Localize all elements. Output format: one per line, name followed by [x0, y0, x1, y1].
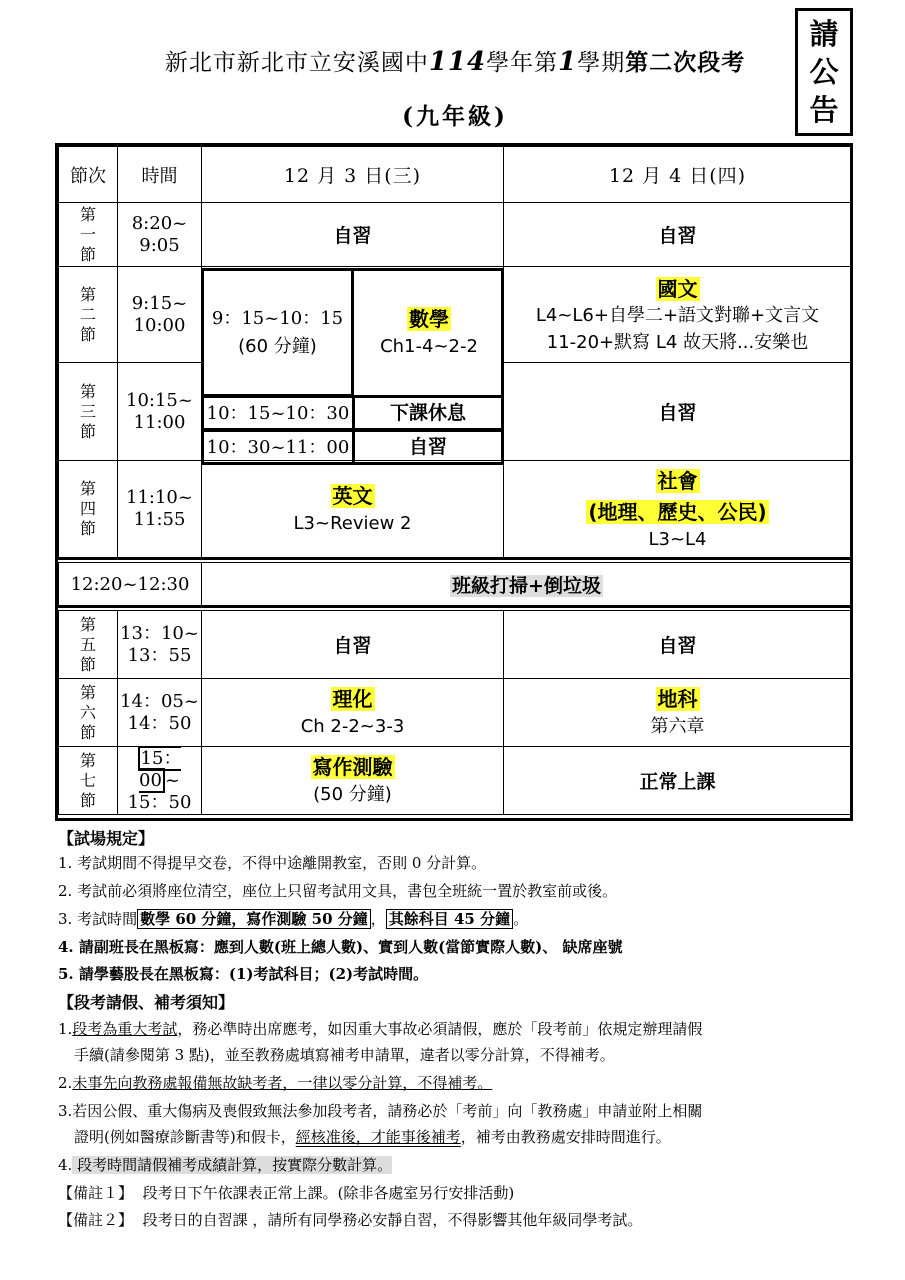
leave-2-underlined: 未事先向教務處報備無故缺考者，一律以零分計算，不得補考。 — [72, 1074, 493, 1092]
period-7-day1 — [202, 747, 504, 815]
row-period-6 — [59, 679, 852, 747]
title-year: 114 — [428, 47, 487, 77]
earth-science-subject: 地科 — [657, 687, 698, 711]
period-3-label: 第 三 節 — [59, 363, 118, 461]
english-range: L3~Review 2 — [293, 512, 412, 534]
math-time: 9：15~10：15 — [211, 307, 344, 329]
rule-1: 1. 考試期間不得提早交卷，不得中途離開教室，否則 0 分計算。 — [58, 854, 487, 872]
study-time: 10：30~11：00 — [206, 437, 350, 458]
cleaning-row — [59, 563, 852, 607]
notice-char-2: 公 — [809, 55, 839, 89]
physics-subject: 理化 — [332, 687, 373, 711]
social-range: L3~L4 — [648, 529, 707, 550]
chinese-subject: 國文 — [657, 277, 698, 301]
period-1-day1: 自習 — [202, 203, 504, 267]
leave-1: 1.段考為重大考試，務必準時出席應考，如因重大事故必須請假，應於「段考前」依規定辦理請假 — [58, 1020, 703, 1038]
study-label: 自習 — [408, 436, 447, 458]
rules-heading-2: 【段考請假、補考須知】 — [58, 993, 235, 1012]
math-range: Ch1-4~2-2 — [380, 336, 478, 357]
leave-4-highlight: 段考時間請假補考成績計算，按實際分數計算。 — [72, 1156, 393, 1174]
note-2: 【備註２】 段考日的自習課 ，請所有同學務必安靜自習，不得影響其他年級同學考試。 — [58, 1211, 643, 1229]
row-period-5 — [59, 611, 852, 679]
period-5-label: 第 五 節 — [59, 611, 118, 679]
writing-subject: 寫作測驗 — [312, 755, 393, 779]
row-period-1 — [59, 203, 852, 267]
cleaning-cell — [202, 563, 852, 607]
leave-3: 3.若因公假、重大傷病及喪假致無法參加段考者，請務必於「考前」向「教務處」申請並附上相關 — [58, 1102, 703, 1120]
period-2-label: 第 二 節 — [59, 267, 118, 363]
row-period-7 — [59, 747, 852, 815]
period-1-label: 第 一 節 — [59, 203, 118, 267]
title-exam: 第二次段考 — [625, 49, 746, 76]
rule-2: 2. 考試前必須將座位清空，座位上只留考試用文具，書包全班統一置於教室前或後。 — [58, 882, 618, 900]
cleaning-table — [58, 562, 852, 607]
period-4-label: 第 四 節 — [59, 461, 118, 558]
cleaning-time: 12:20~12:30 — [59, 563, 202, 607]
period-4-time: 11:10~ 11:55 — [118, 461, 202, 558]
header-period: 節次 — [59, 147, 118, 203]
period-5-day1: 自習 — [202, 611, 504, 679]
title-mid: 學年第 — [486, 50, 559, 76]
cleaning-label: 班級打掃+倒垃圾 — [452, 575, 601, 597]
period-1-day2: 自習 — [504, 203, 852, 267]
schedule-table-afternoon — [58, 610, 852, 815]
note-1: 【備註１】 段考日下午依課表正常上課。(除非各處室另行安排活動) — [58, 1184, 515, 1202]
notice-label — [795, 8, 853, 136]
period-1-time: 8:20~ 9:05 — [118, 203, 202, 267]
page-subtitle: (九年級) — [402, 103, 508, 130]
leave-1-underlined: 段考為重大考試 — [72, 1020, 178, 1038]
period-3-time: 10:15~ 11:00 — [118, 363, 202, 461]
period-7-label: 第 七 節 — [59, 747, 118, 815]
math-time-box — [201, 268, 354, 397]
leave-3-cont: 證明(例如醫療診斷書等)和假卡，經核准後，才能事後補考，補考由教務處安排時間進行。 — [74, 1128, 671, 1146]
period-5-time: 13：10~ 13：55 — [118, 611, 202, 679]
math-duration: (60 分鐘) — [238, 335, 317, 357]
math-subject-cell — [354, 268, 504, 397]
period-7-time-boxed: 15：00 — [139, 747, 182, 791]
period-6-time: 14：05~ 14：50 — [118, 679, 202, 747]
separator-1 — [55, 557, 853, 560]
rule-5: 5. 請學藝股長在黑板寫：(1)考試科目；(2)考試時間。 — [58, 965, 429, 983]
page-title — [110, 44, 800, 77]
period-2-time: 9:15~ 10:00 — [118, 267, 202, 363]
rules-heading-1: 【試場規定】 — [58, 829, 155, 848]
notice-char-3: 告 — [809, 93, 839, 127]
header-day2: 12 月 4 日(四) — [504, 147, 852, 203]
title-suffix: 學期 — [577, 50, 626, 76]
period-4-day2 — [504, 461, 852, 558]
leave-4: 4. 段考時間請假補考成績計算，按實際分數計算。 — [58, 1156, 393, 1174]
english-subject: 英文 — [332, 483, 373, 508]
period-7-day2: 正常上課 — [504, 747, 852, 815]
notice-char-1: 請 — [809, 17, 839, 51]
math-subject: 數學 — [409, 307, 449, 331]
rule-3: 3. 考試時間 數學 60 分鐘，寫作測驗 50 分鐘 ， 其餘科目 45 分鐘 。 — [58, 910, 529, 928]
row-period-4 — [59, 461, 852, 558]
title-term: 1 — [558, 47, 578, 77]
title-prefix: 新北市新北市立安溪國中 — [164, 50, 429, 76]
leave-1-cont: 手續(請參閱第 3 點)，並至教務處填寫補考申請單，違者以零分計算，不得補考。 — [74, 1046, 615, 1064]
social-subject: 社會 — [657, 469, 698, 493]
writing-duration: (50 分鐘) — [313, 784, 392, 805]
period-5-day2: 自習 — [504, 611, 852, 679]
social-subject-detail: (地理、歷史、公民) — [588, 500, 767, 524]
header-row — [59, 147, 852, 203]
period-7-time: 15：00 ~ 15：50 — [118, 747, 202, 815]
chinese-range-1: L4~L6+自學二+語文對聯+文言文 — [535, 305, 820, 326]
leave-2: 2.未事先向教務處報備無故缺考者，一律以零分計算，不得補考。 — [58, 1074, 493, 1092]
period-2-day2 — [504, 267, 852, 363]
header-day1: 12 月 3 日(三) — [202, 147, 504, 203]
rule-3-math-time: 數學 60 分鐘，寫作測驗 50 分鐘 — [137, 909, 371, 929]
break-time: 10：15~10：30 — [206, 403, 350, 424]
period-6-day1 — [202, 679, 504, 747]
period-3-day2: 自習 — [504, 363, 852, 461]
rule-4: 4. 請副班長在黑板寫：應到人數(班上總人數)、實到人數(當節實際人數)、 缺席座號 — [58, 938, 623, 956]
header-time: 時間 — [118, 147, 202, 203]
break-label: 下課休息 — [389, 402, 466, 424]
earth-science-range: 第六章 — [650, 716, 705, 737]
period-6-day2 — [504, 679, 852, 747]
period-4-day1 — [202, 461, 504, 558]
rule-3-other-time: 其餘科目 45 分鐘 — [386, 909, 513, 929]
separator-2 — [55, 605, 853, 608]
physics-range: Ch 2-2~3-3 — [300, 716, 405, 737]
chinese-range-2: 11-20+默寫 L4 故天將...安樂也 — [546, 332, 809, 353]
leave-3-underlined: 經核准後，才能事後補考 — [295, 1128, 461, 1146]
period-6-label: 第 六 節 — [59, 679, 118, 747]
